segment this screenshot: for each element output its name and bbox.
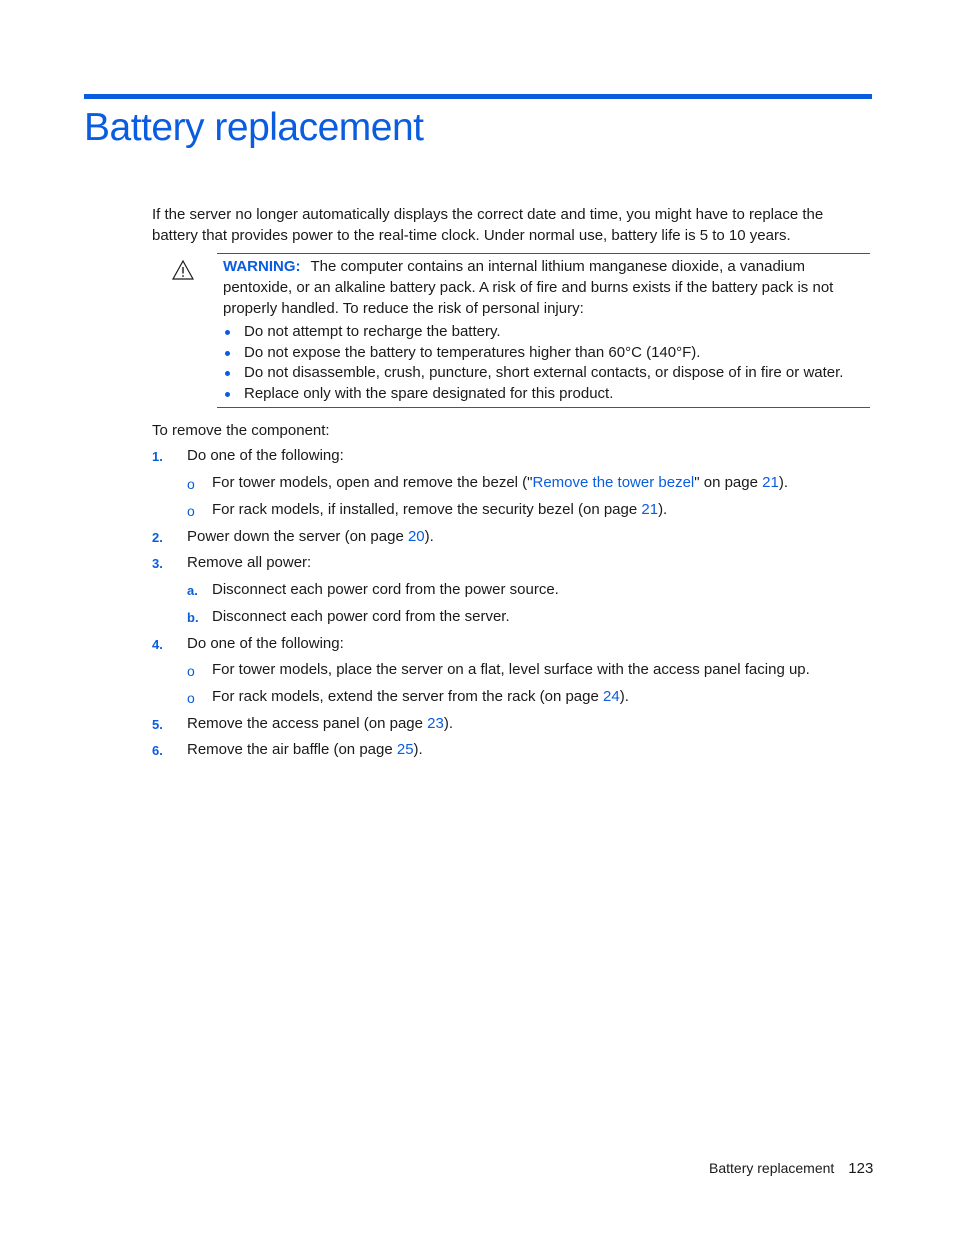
step-number: 3. [152, 556, 163, 571]
sub-step-text: For tower models, place the server on a flat, level surface with the access panel facing up. [212, 661, 810, 678]
step-number: 4. [152, 637, 163, 652]
sub-bullet-marker: o [187, 476, 195, 492]
step-text: Remove the air baffle (on page 25). [187, 741, 423, 758]
bullet-dot-icon [225, 392, 230, 397]
procedure-intro: To remove the component: [152, 422, 330, 439]
page-link[interactable]: 20 [407, 528, 425, 545]
sub-step-text: Disconnect each power cord from the server. [212, 608, 510, 625]
sub-step-text: Disconnect each power cord from the power source. [212, 581, 559, 598]
sub-step-text: For rack models, if installed, remove the security bezel (on page 21). [212, 501, 668, 518]
page-title: Battery replacement [84, 106, 424, 149]
sub-bullet-marker: o [187, 690, 195, 706]
bullet-dot-icon [225, 330, 230, 335]
warning-text [223, 256, 863, 319]
warning-bullet: Do not attempt to recharge the battery. [223, 322, 843, 343]
step-text: Power down the server (on page 20). [187, 528, 434, 545]
step-number: 2. [152, 530, 163, 545]
warning-bullet: Do not expose the battery to temperatures higher than 60°C (140°F). [223, 343, 843, 364]
page-footer [709, 1158, 873, 1179]
sub-step-text: For tower models, open and remove the bezel ("Remove the tower bezel" on page 21). [212, 474, 788, 491]
warning-bullet: Replace only with the spare designated for this product. [223, 384, 843, 405]
warning-bullet-list [223, 322, 843, 404]
footer-section: Battery replacement [709, 1160, 835, 1176]
sub-bullet-marker: o [187, 503, 195, 519]
page-link[interactable]: 25 [396, 741, 414, 758]
bullet-dot-icon [225, 371, 230, 376]
sub-step-letter: b. [187, 610, 199, 625]
page-link[interactable]: 21 [641, 501, 659, 518]
intro-paragraph: If the server no longer automatically displays the correct date and time, you might have to replace the battery that provides power to the real-time clock. Under normal use, battery life is 5 to 10 years. [152, 206, 824, 244]
page-link[interactable]: 24 [603, 688, 620, 705]
warning-bullet: Do not disassemble, crush, puncture, short external contacts, or dispose of in fire or water. [223, 363, 843, 384]
step-text: Do one of the following: [187, 447, 344, 464]
step-text: Do one of the following: [187, 635, 344, 652]
page-link[interactable]: 21 [762, 474, 779, 491]
warning-body: The computer contains an internal lithium manganese dioxide, a vanadium pentoxide, or an alkaline battery pack. A risk of fire and burns exists if the battery pack is not properly handled. To reduce the risk of personal injury: [223, 258, 834, 317]
bullet-dot-icon [225, 351, 230, 356]
step-number: 1. [152, 449, 163, 464]
sub-step-text: For rack models, extend the server from the rack (on page 24). [212, 688, 629, 705]
sub-bullet-marker: o [187, 663, 195, 679]
step-text: Remove the access panel (on page 23). [187, 715, 454, 732]
sub-step-letter: a. [187, 583, 198, 598]
step-text: Remove all power: [187, 554, 312, 571]
warning-label: WARNING: [223, 258, 301, 275]
step-number: 5. [152, 717, 163, 732]
page-link[interactable]: 23 [427, 715, 444, 732]
title-rule [84, 94, 872, 99]
step-number: 6. [152, 743, 163, 758]
warning-triangle-icon [172, 260, 194, 280]
page-number: 123 [848, 1160, 874, 1177]
link-remove-tower-bezel[interactable]: Remove the tower bezel [532, 474, 695, 491]
